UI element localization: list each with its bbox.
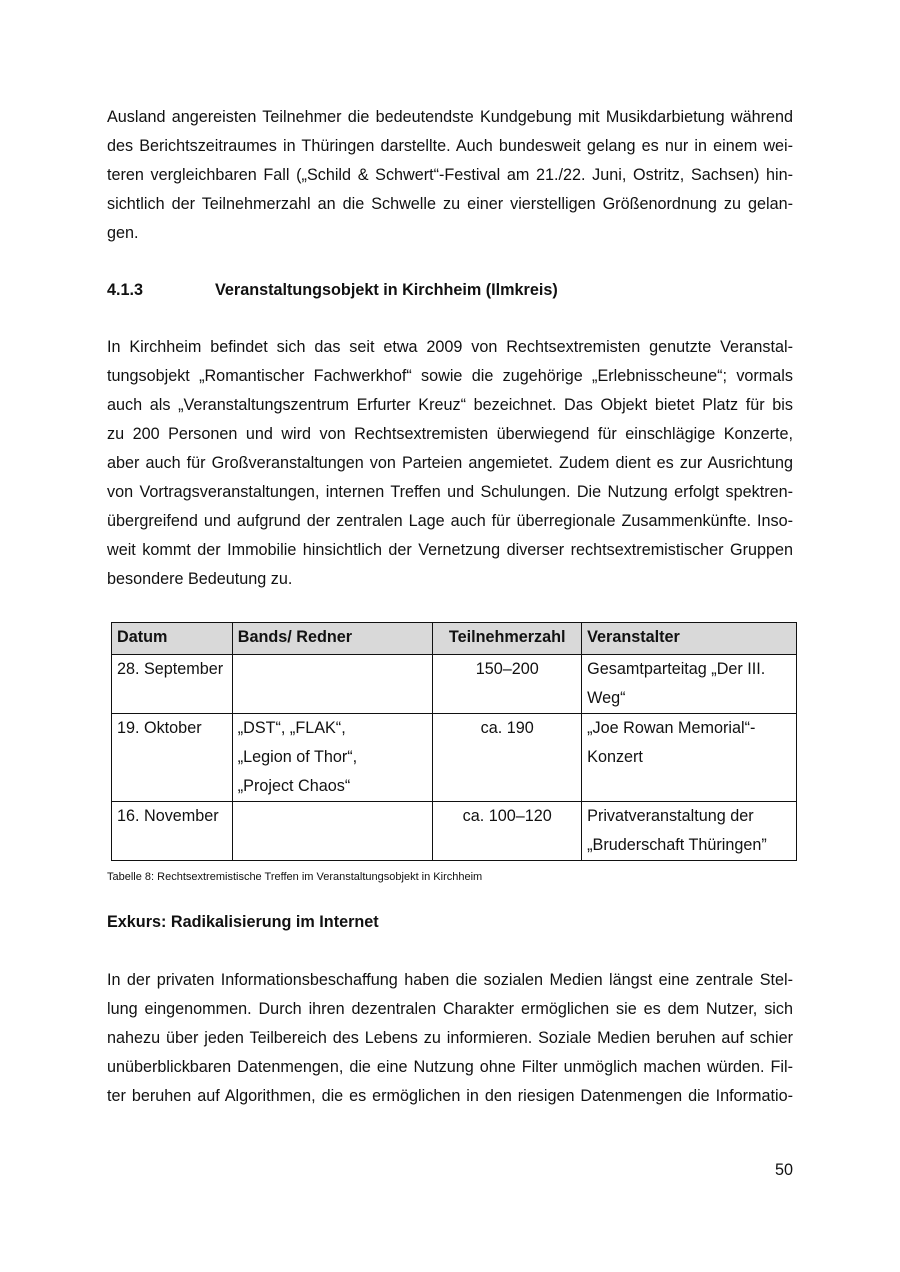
section-number: 4.1.3 bbox=[107, 281, 144, 299]
page-number: 50 bbox=[774, 1161, 793, 1179]
paragraph-exkurs bbox=[107, 966, 793, 1111]
text-line: lung eingenommen. Durch ihren dezentralen Charakter ermöglichen sie es dem Nutzer, sich bbox=[107, 1000, 793, 1018]
header-teilnehmerzahl: Teilnehmerzahl bbox=[433, 623, 582, 655]
cell-line: „Bruderschaft Thüringen” bbox=[587, 836, 767, 854]
header-datum: Datum bbox=[112, 623, 233, 655]
text-line: In der privaten Informationsbeschaffung haben die sozialen Medien längst eine zentrale Stel- bbox=[107, 971, 793, 989]
table-row bbox=[112, 714, 797, 802]
cell-datum: 19. Oktober bbox=[112, 714, 233, 802]
cell-teilnehmerzahl: ca. 100–120 bbox=[433, 802, 582, 861]
cell-line: „Joe Rowan Memorial“- bbox=[587, 719, 756, 737]
text-line: weit kommt der Immobilie hinsichtlich der Vernetzung diverser rechtsextremistischer Gruppen bbox=[107, 541, 793, 559]
cell-line: „DST“, „FLAK“, bbox=[237, 719, 346, 737]
cell-veranstalter bbox=[582, 655, 797, 714]
text-line: tungsobjekt „Romantischer Fachwerkhof“ sowie die zugehörige „Erlebnisscheune“; vormals bbox=[107, 367, 793, 385]
cell-bands bbox=[232, 655, 433, 714]
section-title: Veranstaltungsobjekt in Kirchheim (Ilmkreis) bbox=[215, 281, 558, 299]
text-line: teren vergleichbaren Fall („Schild & Schwert“-Festival am 21./22. Juni, Ostritz, Sachsen) hin- bbox=[107, 166, 793, 184]
cell-line: „Project Chaos“ bbox=[237, 777, 351, 795]
cell-veranstalter bbox=[582, 802, 797, 861]
text-line: auch als „Veranstaltungszentrum Erfurter Kreuz“ bezeichnet. Das Objekt bietet Platz für bis bbox=[107, 396, 793, 414]
events-table bbox=[111, 622, 797, 861]
cell-datum: 28. September bbox=[112, 655, 233, 714]
header-veranstalter: Veranstalter bbox=[582, 623, 797, 655]
paragraph-intro bbox=[107, 103, 793, 248]
cell-datum: 16. November bbox=[112, 802, 233, 861]
text-line: übergreifend und aufgrund der zentralen Lage auch für überregionale Zusammenkünfte. Inso- bbox=[107, 512, 793, 530]
text-line: nahezu über jeden Teilbereich des Lebens zu informieren. Soziale Medien beruhen auf schier bbox=[107, 1029, 793, 1047]
text-line: gen. bbox=[107, 224, 139, 242]
text-line: ter beruhen auf Algorithmen, die es ermöglichen in den riesigen Datenmengen die Informatio- bbox=[107, 1087, 793, 1105]
header-bands: Bands/ Redner bbox=[232, 623, 433, 655]
text-line: aber auch für Großveranstaltungen von Parteien angemietet. Zudem dient es zur Ausrichtung bbox=[107, 454, 793, 472]
cell-line: „Legion of Thor“, bbox=[237, 748, 358, 766]
cell-bands bbox=[232, 802, 433, 861]
paragraph-kirchheim bbox=[107, 333, 793, 594]
cell-veranstalter bbox=[582, 714, 797, 802]
exkurs-heading: Exkurs: Radikalisierung im Internet bbox=[107, 913, 379, 931]
cell-line: Weg“ bbox=[587, 689, 626, 707]
cell-teilnehmerzahl: 150–200 bbox=[433, 655, 582, 714]
section-heading bbox=[107, 276, 793, 305]
text-line: unüberblickbaren Datenmengen, die eine Nutzung ohne Filter unmöglich machen würden. Fil- bbox=[107, 1058, 793, 1076]
cell-line: Gesamtparteitag „Der III. bbox=[587, 660, 766, 678]
cell-teilnehmerzahl: ca. 190 bbox=[433, 714, 582, 802]
text-line: sichtlich der Teilnehmerzahl an die Schwelle zu einer vierstelligen Größenordnung zu gelan- bbox=[107, 195, 793, 213]
cell-line: Konzert bbox=[587, 748, 643, 766]
text-line: besondere Bedeutung zu. bbox=[107, 570, 293, 588]
table-caption: Tabelle 8: Rechtsextremistische Treffen im Veranstaltungsobjekt in Kirchheim bbox=[107, 871, 483, 883]
text-line: von Vortragsveranstaltungen, internen Treffen und Schulungen. Die Nutzung erfolgt spektren- bbox=[107, 483, 793, 501]
table-row bbox=[112, 655, 797, 714]
text-line: Ausland angereisten Teilnehmer die bedeutendste Kundgebung mit Musikdarbietung während bbox=[107, 108, 793, 126]
text-line: zu 200 Personen und wird von Rechtsextremisten überwiegend für einschlägige Konzerte, bbox=[107, 425, 793, 443]
text-line: des Berichtszeitraumes in Thüringen darstellte. Auch bundesweit gelang es nur in einem wei- bbox=[107, 137, 793, 155]
table-row bbox=[112, 802, 797, 861]
cell-line: Privatveranstaltung der bbox=[587, 807, 754, 825]
text-line: In Kirchheim befindet sich das seit etwa 2009 von Rechtsextremisten genutzte Veranstal- bbox=[107, 338, 793, 356]
table-header-row bbox=[112, 623, 797, 655]
cell-bands bbox=[232, 714, 433, 802]
